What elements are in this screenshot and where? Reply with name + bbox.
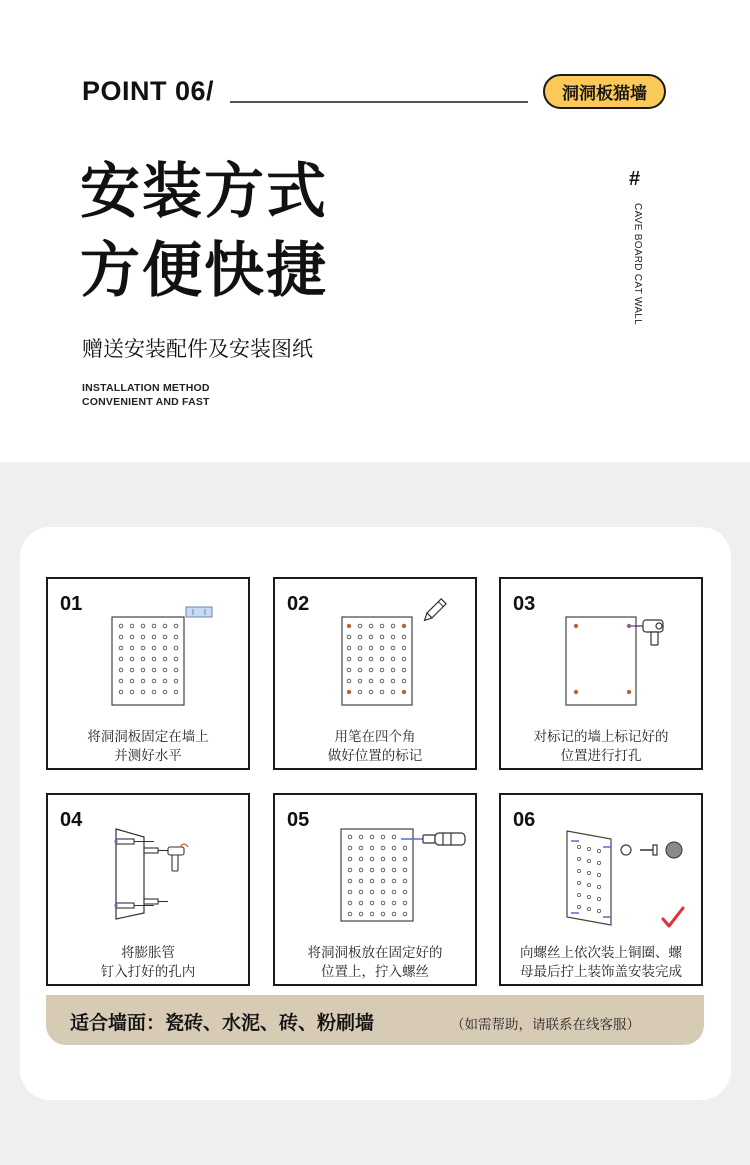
step-text-line-1: 向螺丝上依次装上铜圈、螺: [520, 945, 682, 961]
step-card-02: [273, 577, 477, 770]
step-number: 01: [60, 593, 83, 615]
step-card-05: [273, 793, 477, 986]
category-tag: 洞洞板猫墙: [543, 74, 666, 109]
subtitle: 赠送安装配件及安装图纸: [82, 337, 313, 361]
point-label: POINT 06/: [82, 76, 215, 106]
step-text-line-2: 并测好水平: [114, 748, 182, 764]
step-text-line-1: 将洞洞板固定在墙上: [87, 729, 209, 745]
hash-mark: #: [629, 168, 641, 190]
step-number: 02: [287, 593, 310, 615]
step-card-01: [46, 577, 250, 770]
step-text-line-1: 对标记的墙上标记好的: [533, 729, 669, 745]
step-text-line-2: 位置上，拧入螺丝: [321, 964, 429, 980]
english-caption-2: CONVENIENT AND FAST: [82, 396, 210, 408]
step-card-03: [499, 577, 703, 770]
suitable-walls-text: 适合墙面：瓷砖、水泥、砖、粉刷墙: [70, 1012, 375, 1034]
step-text-line-2: 做好位置的标记: [327, 748, 423, 764]
step-number: 04: [60, 809, 83, 831]
step-text-line-1: 用笔在四个角: [334, 729, 416, 745]
step-number: 06: [513, 809, 536, 831]
step-text-line-2: 钉入打好的孔内: [100, 964, 196, 980]
headline-line-2: 方便快捷: [80, 236, 328, 306]
help-note: （如需帮助，请联系在线客服）: [451, 1017, 640, 1033]
step-card-04: [46, 793, 250, 986]
step-text-line-1: 将膨胀管: [121, 945, 175, 961]
step-text-line-2: 位置进行打孔: [560, 748, 642, 764]
english-caption-1: INSTALLATION METHOD: [82, 382, 210, 394]
step-number: 05: [287, 809, 310, 831]
suitable-walls-bar: [46, 995, 704, 1045]
step-number: 03: [513, 593, 536, 615]
vertical-caption: CAVE BOARD CAT WALL: [632, 203, 643, 326]
top-section: [0, 0, 750, 462]
step-card-06: [499, 793, 703, 986]
step-text-line-1: 将洞洞板放在固定好的: [307, 945, 443, 961]
divider-line: [230, 101, 528, 103]
headline-line-1: 安装方式: [80, 157, 328, 227]
step-text-line-2: 母最后拧上装饰盖安装完成: [520, 964, 682, 980]
